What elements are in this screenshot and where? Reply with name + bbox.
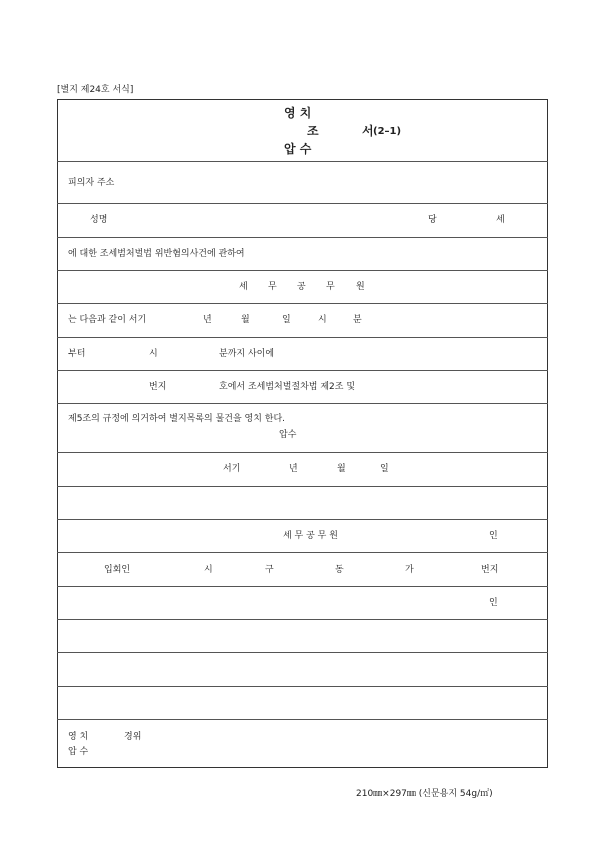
until-label: 분까지 사이에 [219, 349, 275, 359]
form-number-label: [별지 제24호 서식] [57, 85, 134, 95]
hour-label-2: 시 [149, 349, 158, 359]
officer-char: 공 [297, 282, 306, 292]
seal-mark-2: 인 [489, 598, 498, 608]
row-divider [57, 270, 548, 271]
row-divider [57, 303, 548, 304]
row-divider [57, 452, 548, 453]
reason-line-1: 영 치 [68, 732, 89, 742]
row-divider [57, 237, 548, 238]
minute-label: 분 [353, 315, 362, 325]
hour-label: 시 [318, 315, 327, 325]
row-divider [57, 486, 548, 487]
beonji-label: 번지 [149, 382, 167, 392]
row-divider [57, 161, 548, 162]
apsu-label: 압수 [279, 430, 297, 440]
reason-label: 경위 [124, 732, 142, 742]
se-label: 세 [496, 215, 505, 225]
officer-char: 무 [326, 282, 335, 292]
row-divider [57, 686, 548, 687]
case-regarding-text: 에 대한 조세범처벌법 위반혐의사건에 관하여 [68, 249, 245, 259]
article-text: 호에서 조세범처벌절차법 제2조 및 [219, 382, 356, 392]
sign-day-label: 일 [380, 464, 389, 474]
dang-label: 당 [428, 215, 437, 225]
addr-gu: 구 [265, 565, 274, 575]
date-intro-text: 는 다음과 같이 서기 [68, 315, 147, 325]
title-line-2: 조 [307, 124, 319, 138]
row-divider [57, 552, 548, 553]
row-divider [57, 203, 548, 204]
article5-text: 제5조의 규정에 의거하여 별지목록의 물건을 영치 한다. [68, 414, 286, 424]
row-divider [57, 337, 548, 338]
reason-line-2: 압 수 [68, 747, 89, 757]
officer-char: 원 [356, 282, 365, 292]
suspect-address-label: 피의자 주소 [68, 178, 115, 188]
addr-beonji: 번지 [481, 565, 499, 575]
row-divider [57, 719, 548, 720]
addr-si: 시 [204, 565, 213, 575]
year-label: 년 [203, 315, 212, 325]
sign-month-label: 월 [337, 464, 346, 474]
officer-char: 세 [239, 282, 248, 292]
officer-char: 무 [268, 282, 277, 292]
paper-spec-footer: 210㎜×297㎜ (신문용지 54g/㎡) [356, 789, 493, 799]
row-divider [57, 370, 548, 371]
sign-year-label: 년 [289, 464, 298, 474]
title-page-indicator: (2–1) [373, 126, 402, 137]
seal-mark-1: 인 [489, 531, 498, 541]
row-divider [57, 519, 548, 520]
from-label: 부터 [68, 349, 86, 359]
addr-ga: 가 [405, 565, 414, 575]
sign-year-prefix: 서기 [223, 464, 241, 474]
addr-dong: 동 [335, 565, 344, 575]
form-frame [57, 99, 548, 768]
name-label: 성명 [90, 215, 108, 225]
title-suffix: 서 [362, 124, 374, 138]
day-label: 일 [282, 315, 291, 325]
officer-sign-label: 세 무 공 무 원 [283, 531, 338, 541]
row-divider [57, 586, 548, 587]
row-divider [57, 619, 548, 620]
witness-label: 입회인 [104, 565, 131, 575]
title-line-1: 영 치 [284, 106, 312, 120]
row-divider [57, 652, 548, 653]
title-line-3: 압 수 [284, 142, 312, 156]
month-label: 월 [241, 315, 250, 325]
row-divider [57, 403, 548, 404]
